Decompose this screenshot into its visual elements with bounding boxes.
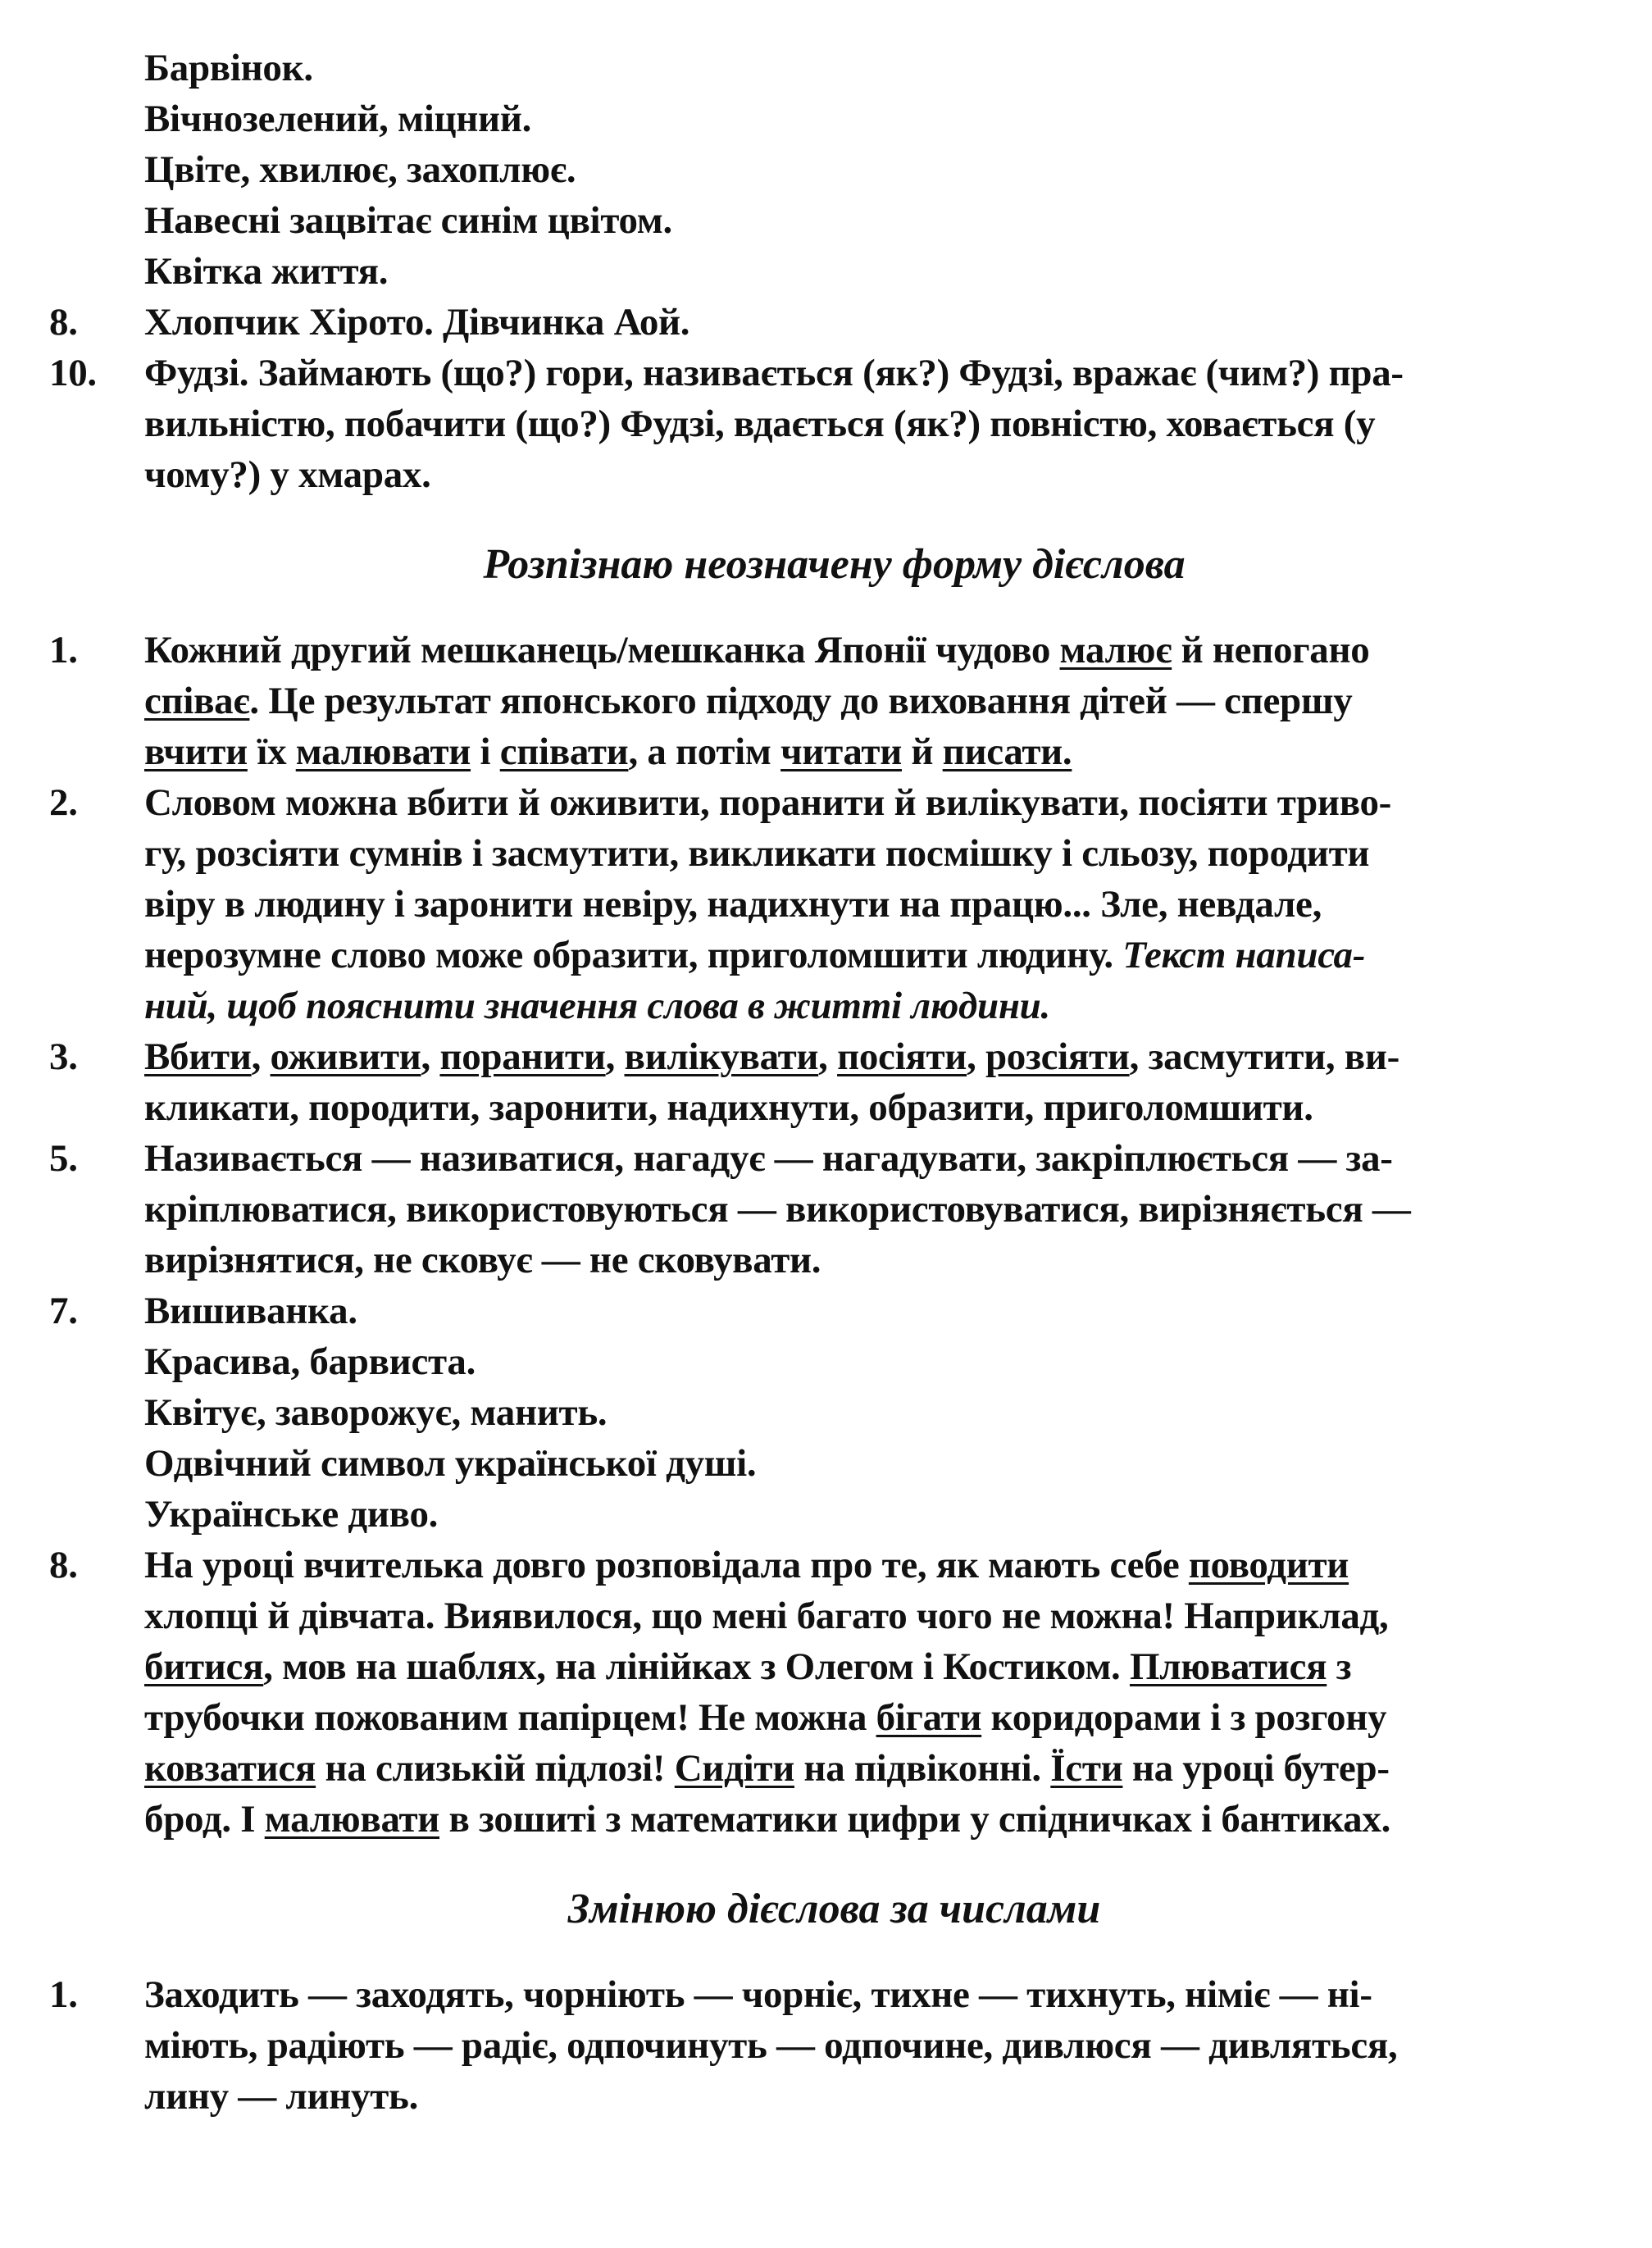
answer-item-1 bbox=[49, 625, 1586, 777]
underlined-verb: поранити bbox=[439, 1035, 606, 1078]
underlined-verb: малювати bbox=[295, 730, 471, 773]
text-line: вирізнятися, не сковує — не сковувати. bbox=[144, 1239, 821, 1281]
item-number: 3. bbox=[49, 1035, 78, 1078]
item-number: 2. bbox=[49, 781, 78, 824]
text-line: віру в людину і заронити невіру, надихнути на працю... Зле, невдале, bbox=[144, 883, 1322, 926]
item-text: трубочки пожованим папірцем! Не можна bbox=[144, 1696, 876, 1739]
item-text: і bbox=[471, 730, 500, 773]
underlined-verb: Плюватися bbox=[1129, 1645, 1327, 1688]
item-text: Називається — називатися, нагадує — нагадувати, закріплюється — за- bbox=[144, 1137, 1393, 1180]
item-text: , а потім bbox=[628, 730, 781, 773]
answer-item-7 bbox=[49, 1286, 1586, 1540]
underlined-verb: співає bbox=[144, 680, 250, 722]
text-line: Квітка життя. bbox=[144, 250, 389, 293]
underlined-verb: розсіяти bbox=[985, 1035, 1130, 1078]
text-line: кликати, породити, заронити, надихнути, образити, приголомшити. bbox=[144, 1086, 1313, 1129]
item-text: , мов на шаблях, на лінійках з Олегом і Костиком. bbox=[263, 1645, 1130, 1688]
item-text: . Це результат японського підходу до виховання дітей — спершу bbox=[249, 680, 1353, 722]
item-number: 8. bbox=[49, 301, 78, 344]
text-line-wrap bbox=[49, 1692, 1586, 1743]
underlined-verb: ковзатися bbox=[144, 1747, 316, 1790]
text-line-wrap bbox=[49, 1743, 1586, 1794]
text-line: хлопці й дівчата. Виявилося, що мені багато чого не можна! Наприклад, bbox=[144, 1595, 1389, 1637]
text-line-wrap bbox=[49, 676, 1586, 726]
answer-item-8 bbox=[49, 1540, 1586, 1845]
underlined-verb: Вбити bbox=[144, 1035, 252, 1078]
item-text: Словом можна вбити й оживити, поранити й вилікувати, посіяти триво- bbox=[144, 781, 1392, 824]
item-number: 1. bbox=[49, 1973, 78, 2016]
item-number: 1. bbox=[49, 629, 78, 671]
underlined-verb: малює bbox=[1059, 629, 1172, 671]
underlined-verb: битися bbox=[144, 1645, 264, 1688]
underlined-verb: писати. bbox=[942, 730, 1072, 773]
text-line-wrap bbox=[49, 625, 1586, 676]
section-heading-number: Змінюю дієслова за числами bbox=[567, 1886, 1101, 1932]
text-line-wrap: 3. Вбити, оживити, поранити, вилікувати, посіяти, розсіяти, засмутити, ви- bbox=[49, 1031, 1586, 1082]
text-line: Цвіте, хвилює, захоплює. bbox=[144, 148, 576, 191]
answer-item-10 bbox=[49, 348, 1586, 500]
text-line-wrap bbox=[49, 930, 1586, 981]
item-text: в зошиті з математики цифри у спідничках і бантиках. bbox=[439, 1798, 1391, 1841]
item-number: 7. bbox=[49, 1290, 78, 1332]
item-text: на підвіконні. bbox=[794, 1747, 1051, 1790]
underlined-verb: оживити bbox=[270, 1035, 421, 1078]
item-number: 10. bbox=[49, 352, 97, 394]
underlined-verb: посіяти bbox=[837, 1035, 967, 1078]
text-line-wrap bbox=[49, 348, 1586, 398]
italic-note: Текст написа- bbox=[1122, 934, 1366, 976]
text-line: гу, розсіяти сумнів і засмутити, викликати посмішку і сльозу, породити bbox=[144, 832, 1370, 875]
item-text: брод. І bbox=[144, 1798, 265, 1841]
text-line: чому?) у хмарах. bbox=[144, 453, 431, 496]
item-number: 8. bbox=[49, 1544, 78, 1586]
item-text: коридорами і з розгону bbox=[981, 1696, 1387, 1739]
text-line: Одвічний символ української душі. bbox=[144, 1442, 757, 1485]
text-line-wrap bbox=[49, 726, 1586, 777]
item-text: Хлопчик Хірото. Дівчинка Аой. bbox=[144, 301, 690, 344]
text-line-wrap bbox=[49, 1969, 1586, 2020]
poem-barvinok bbox=[49, 43, 1586, 297]
text-line-wrap bbox=[49, 1540, 1586, 1590]
item-text: На уроці вчителька довго розповідала про те, як мають себе bbox=[144, 1544, 1189, 1586]
underlined-verb: поводити bbox=[1188, 1544, 1349, 1586]
item-text: нерозумне слово може образити, приголомшити людину. bbox=[144, 934, 1123, 976]
section-heading-infinitive: Розпізнаю неозначену форму дієслова bbox=[483, 541, 1186, 588]
item-text: Заходить — заходять, чорніють — чорніє, тихне — тихнуть, німіє — ні- bbox=[144, 1973, 1372, 2016]
item-text: на слизькій підлозі! bbox=[316, 1747, 675, 1790]
text-line: Барвінок. bbox=[144, 47, 313, 89]
text-line-wrap bbox=[49, 1286, 1586, 1336]
underlined-verb: співати bbox=[499, 730, 629, 773]
underlined-verb: читати bbox=[780, 730, 902, 773]
item-text: з bbox=[1327, 1645, 1352, 1688]
item-text: , засмутити, ви- bbox=[1129, 1035, 1400, 1078]
italic-note: ний, щоб пояснити значення слова в житті людини. bbox=[144, 985, 1050, 1027]
item-text: їх bbox=[247, 730, 296, 773]
underlined-verb: вчити bbox=[144, 730, 248, 773]
text-line: Українське диво. bbox=[144, 1493, 439, 1536]
item-number: 5. bbox=[49, 1137, 78, 1180]
text-line: міють, радіють — радіє, одпочинуть — одпочине, дивлюся — дивляться, bbox=[144, 2024, 1398, 2067]
text-line: вильністю, побачити (що?) Фудзі, вдається (як?) повністю, ховається (у bbox=[144, 403, 1376, 445]
underlined-verb: Їсти bbox=[1050, 1747, 1123, 1790]
item-text: на уроці бутер- bbox=[1122, 1747, 1390, 1790]
item-text: Вишиванка. bbox=[144, 1290, 357, 1332]
text-line-wrap bbox=[49, 777, 1586, 828]
text-line: Вічнозелений, міцний. bbox=[144, 98, 532, 140]
item-text: й непогано bbox=[1172, 629, 1370, 671]
text-line: Квітує, заворожує, манить. bbox=[144, 1391, 608, 1434]
text-line-wrap bbox=[49, 1641, 1586, 1692]
text-line: кріплюватися, використовуються — використовуватися, вирізняється — bbox=[144, 1188, 1411, 1231]
underlined-verb: вилікувати bbox=[624, 1035, 819, 1078]
underlined-verb: малювати bbox=[264, 1798, 440, 1841]
text-line: лину — линуть. bbox=[144, 2075, 419, 2118]
answer-item-8a bbox=[49, 297, 1586, 348]
underlined-verb: Сидіти bbox=[674, 1747, 794, 1790]
text-line: Красива, барвиста. bbox=[144, 1340, 476, 1383]
answer-item-5 bbox=[49, 1133, 1586, 1286]
text-line-wrap bbox=[49, 1133, 1586, 1184]
text-line: Навесні зацвітає синім цвітом. bbox=[144, 199, 672, 242]
text-line-wrap bbox=[49, 1794, 1586, 1845]
item-text: й bbox=[901, 730, 943, 773]
item-text: Кожний другий мешканець/мешканка Японії чудово bbox=[144, 629, 1060, 671]
answer-item-2 bbox=[49, 777, 1586, 1031]
answer-item-1-number bbox=[49, 1969, 1586, 2122]
item-text: Фудзі. Займають (що?) гори, називається (як?) Фудзі, вражає (чим?) пра- bbox=[144, 352, 1404, 394]
underlined-verb: бігати bbox=[876, 1696, 982, 1739]
answer-item-3 bbox=[49, 1031, 1586, 1133]
